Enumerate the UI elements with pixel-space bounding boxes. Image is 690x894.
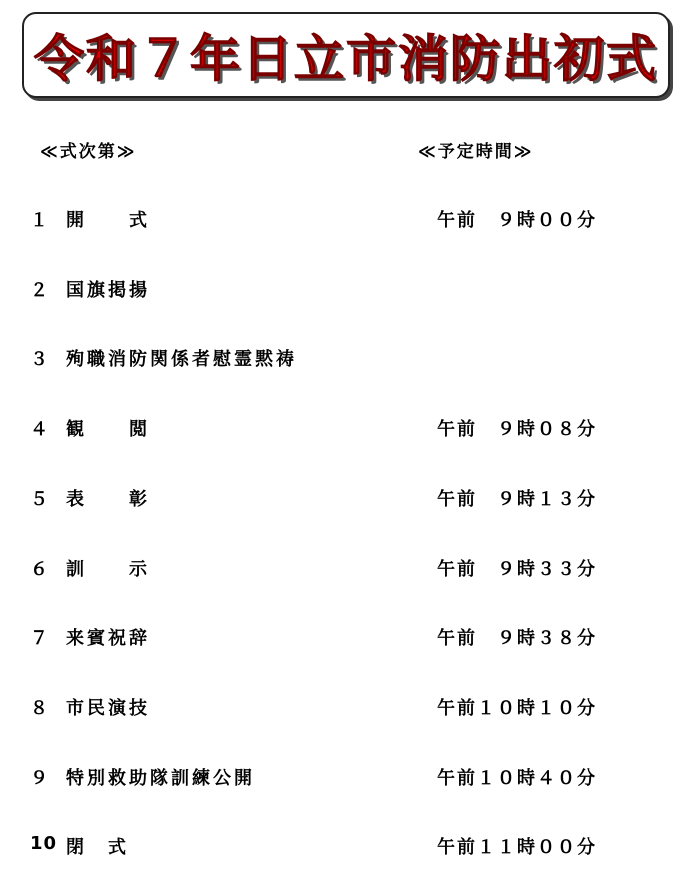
item-time: 午前 ９時１３分 bbox=[437, 489, 597, 510]
item-number: 10 bbox=[30, 833, 58, 854]
program-item-awards bbox=[0, 485, 690, 515]
schedule-heading: ≪予定時間≫ bbox=[418, 142, 534, 162]
item-label: 表 彰 bbox=[66, 489, 150, 510]
item-label: 殉職消防関係者慰霊黙祷 bbox=[66, 349, 297, 370]
item-time: 午前１１時００分 bbox=[437, 837, 597, 858]
program-item-rescue-drill bbox=[0, 764, 690, 794]
item-number: ４ bbox=[30, 419, 49, 440]
item-number: ５ bbox=[30, 489, 49, 510]
item-number: ９ bbox=[30, 768, 49, 789]
item-time: 午前１０時１０分 bbox=[437, 698, 597, 719]
program-item-flag-raising bbox=[0, 276, 690, 306]
program-item-guest-speech bbox=[0, 624, 690, 654]
item-number: ８ bbox=[30, 698, 49, 719]
program-item-opening bbox=[0, 206, 690, 236]
item-number: ７ bbox=[30, 628, 49, 649]
program-item-inspection bbox=[0, 415, 690, 445]
item-label: 開 式 bbox=[66, 210, 150, 231]
item-label: 閉 式 bbox=[66, 837, 129, 858]
program-item-memorial-silence bbox=[0, 345, 690, 375]
item-time: 午前 ９時００分 bbox=[437, 210, 597, 231]
item-label: 観 閲 bbox=[66, 419, 150, 440]
program-heading: ≪式次第≫ bbox=[40, 142, 137, 162]
item-time: 午前 ９時３３分 bbox=[437, 559, 597, 580]
item-number: ６ bbox=[30, 559, 49, 580]
program-item-address bbox=[0, 555, 690, 585]
item-time: 午前 ９時０８分 bbox=[437, 419, 597, 440]
item-label: 市民演技 bbox=[66, 698, 150, 719]
item-label: 国旗掲揚 bbox=[66, 280, 150, 301]
title-banner bbox=[22, 12, 670, 98]
item-number: ２ bbox=[30, 280, 49, 301]
program-item-citizen-demo bbox=[0, 694, 690, 724]
program-item-closing bbox=[0, 833, 690, 863]
item-label: 来賓祝辞 bbox=[66, 628, 150, 649]
item-label: 訓 示 bbox=[66, 559, 150, 580]
item-time: 午前 ９時３８分 bbox=[437, 628, 597, 649]
item-time: 午前１０時４０分 bbox=[437, 768, 597, 789]
item-label: 特別救助隊訓練公開 bbox=[66, 768, 255, 789]
item-number: １ bbox=[30, 210, 49, 231]
page-title: 令和７年日立市消防出初式 bbox=[34, 30, 658, 88]
item-number: ３ bbox=[30, 349, 49, 370]
